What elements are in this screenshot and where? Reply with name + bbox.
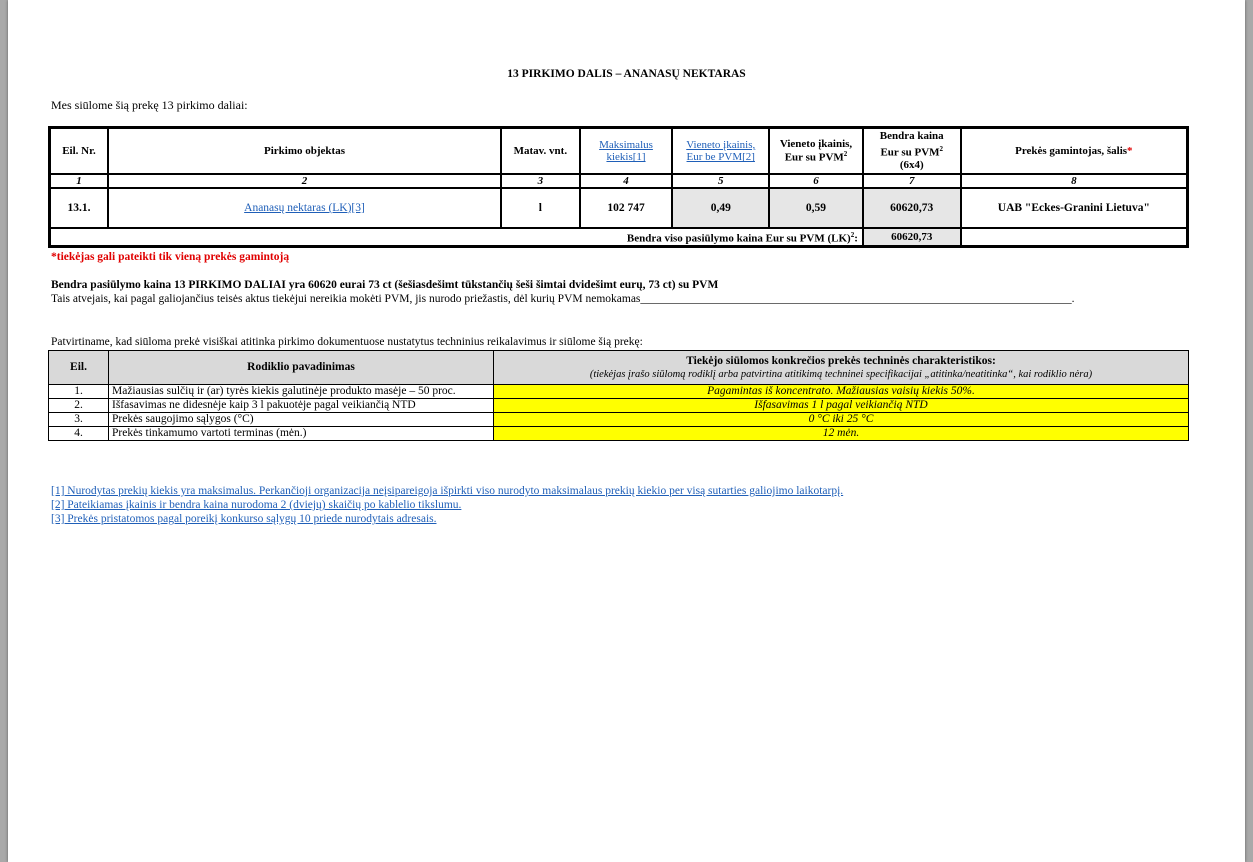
column-numbers-row: 1 2 3 4 5 6 7 8 bbox=[50, 174, 1188, 188]
total-empty-cell bbox=[961, 228, 1188, 246]
table-row: 4. Prekės tinkamumo vartoti terminas (mėn.) 12 mėn. bbox=[49, 427, 1189, 441]
table-row bbox=[50, 188, 1188, 228]
spec-header-no: Eil. bbox=[49, 351, 109, 385]
header-manufacturer: Prekės gamintojas, šalis* bbox=[961, 128, 1188, 175]
header-unit-price-incl: Vieneto įkainis, Eur su PVM$^2$ bbox=[769, 128, 863, 175]
unit-price-link[interactable]: Vieneto įkainis, bbox=[686, 139, 756, 151]
row-manufacturer[interactable]: UAB "Eckes-Granini Lietuva" bbox=[961, 188, 1188, 228]
header-total: Bendra kaina Eur su PVM$^2$ (6x4) bbox=[863, 128, 961, 175]
row-unit-price-incl[interactable]: 0,59 bbox=[769, 188, 863, 228]
header-object: Pirkimo objektas bbox=[108, 128, 501, 175]
spec-header-name: Rodiklio pavadinimas bbox=[109, 351, 494, 385]
table-row: 1. Mažiausias sulčių ir (ar) tyrės kiekis galutinėje produkto masėje – 50 proc. Pagamintas iš koncentrato. Mažiausias vaisių kiekis 50%. bbox=[49, 385, 1189, 399]
product-link[interactable]: Ananasų nektaras (LK)[3] bbox=[244, 202, 365, 214]
manufacturer-note: *tiekėjas gali pateikti tik vieną prekės gamintoją bbox=[51, 251, 290, 263]
footnote-2-link[interactable]: Eur be PVM[2] bbox=[686, 151, 755, 163]
document-page bbox=[8, 0, 1245, 862]
spec-header-characteristics: Tiekėjo siūlomos konkrečios prekės techninės charakteristikos: (tiekėjas įrašo siūlomą rodiklį arba patvirtina atitikimą techninei specifikacijai „atitinka/neatitinka“, kai rodiklio nėra) bbox=[494, 351, 1189, 385]
intro-text: Mes siūlome šią prekę 13 pirkimo daliai: bbox=[51, 98, 248, 112]
offer-table-header bbox=[50, 128, 1188, 175]
total-value[interactable]: 60620,73 bbox=[863, 228, 961, 246]
row-no: 13.1. bbox=[50, 188, 108, 228]
table-row: 3. Prekės saugojimo sąlygos (°C) 0 °C iki 25 °C bbox=[49, 413, 1189, 427]
header-unit: Matav. vnt. bbox=[501, 128, 580, 175]
row-unit: l bbox=[501, 188, 580, 228]
footnote-2[interactable]: [2] Pateikiamas įkainis ir bendra kaina nurodoma 2 (dviejų) skaičių po kablelio tikslumu. bbox=[51, 499, 462, 511]
footnote-1[interactable]: [1] Nurodytas prekių kiekis yra maksimalus. Perkančioji organizacija neįsipareigoja išpirkti viso nurodyto maksimalaus prekių kiekio per visą sutarties galiojimo laikotarpį. bbox=[51, 485, 844, 497]
total-row bbox=[50, 228, 1188, 246]
row-max-qty: 102 747 bbox=[580, 188, 673, 228]
vat-note: Tais atvejais, kai pagal galiojančius teisės aktus tiekėjui nereikia mokėti PVM, jis nurodo priežastis, dėl kurių PVM nemokamas___________________________________________________________________________. bbox=[51, 293, 1075, 305]
page-title: 13 PIRKIMO DALIS – ANANASŲ NEKTARAS bbox=[507, 68, 746, 80]
spec-table bbox=[48, 350, 1189, 441]
row-object bbox=[108, 188, 501, 228]
footnote-3[interactable]: [3] Prekės pristatomos pagal poreikį konkurso sąlygų 10 priede nurodytais adresais. bbox=[51, 513, 437, 525]
row-total[interactable]: 60620,73 bbox=[863, 188, 961, 228]
header-unit-price-excl bbox=[672, 128, 769, 175]
summary-price: Bendra pasiūlymo kaina 13 PIRKIMO DALIAI yra 60620 eurai 73 ct (šešiasdešimt tūkstančių šeši šimtai dvidešimt eurų, 73 ct) su PVM bbox=[51, 279, 719, 291]
spec-table-header bbox=[49, 351, 1189, 385]
header-max-qty bbox=[580, 128, 673, 175]
row-unit-price-excl[interactable]: 0,49 bbox=[672, 188, 769, 228]
total-label: Bendra viso pasiūlymo kaina Eur su PVM (LK)$^2$: bbox=[50, 228, 863, 246]
max-qty-link[interactable]: Maksimalus bbox=[599, 139, 653, 151]
header-no: Eil. Nr. bbox=[50, 128, 108, 175]
offer-table bbox=[48, 126, 1189, 248]
confirm-text: Patvirtiname, kad siūloma prekė visiškai atitinka pirkimo dokumentuose nustatytus techninius reikalavimus ir siūlome šią prekę: bbox=[51, 336, 643, 348]
footnote-1-link[interactable]: kiekis[1] bbox=[606, 151, 646, 163]
table-row: 2. Išfasavimas ne didesnėje kaip 3 l pakuotėje pagal veikiančią NTD Išfasavimas 1 l pagal veikiančią NTD bbox=[49, 399, 1189, 413]
